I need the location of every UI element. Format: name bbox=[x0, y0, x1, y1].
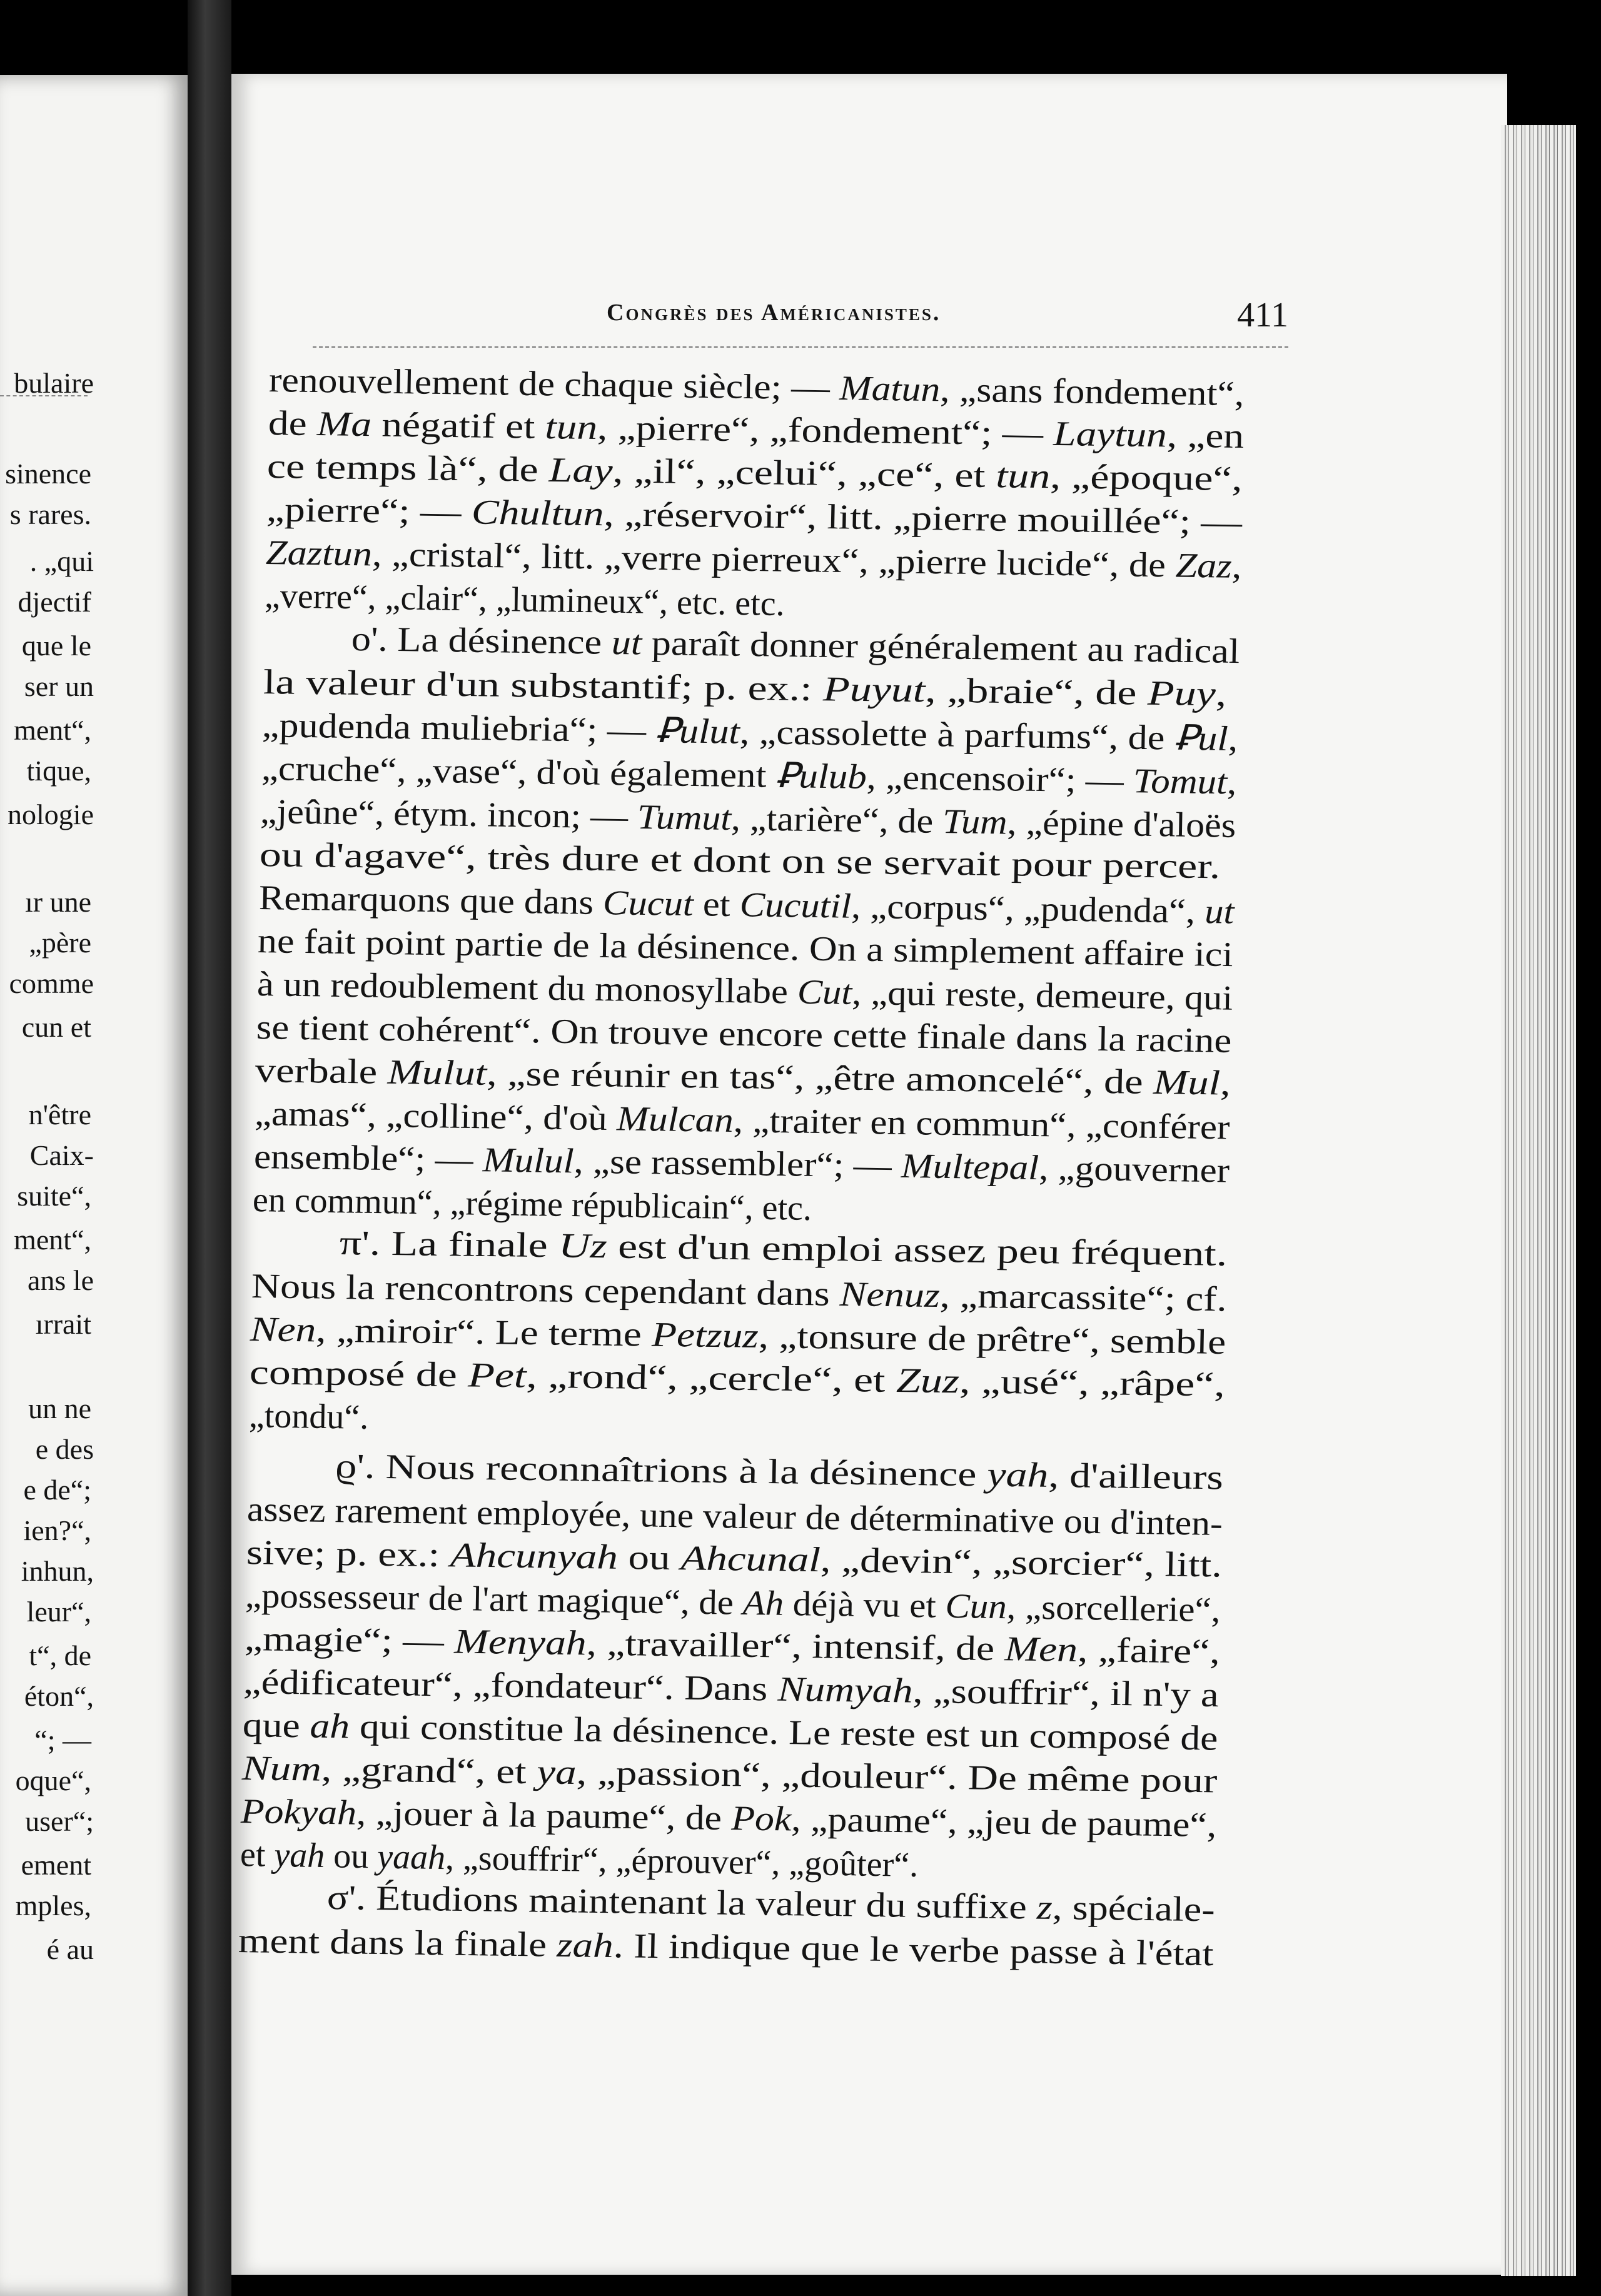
body-line: „magie“; — Menyah, „travailler“, intensif, de Men, „faire“, bbox=[244, 1619, 1221, 1671]
body-line: „pudenda muliebria“; — Ꝑulut, „cassolette à parfums“, de Ꝑul, bbox=[261, 706, 1238, 759]
body-line: Nous la rencontrons cependant dans Nenuz, „marcassite“; cf. bbox=[251, 1267, 1228, 1319]
book-gutter bbox=[188, 0, 231, 2296]
left-page-line: . „qui bbox=[29, 545, 94, 577]
body-line: composé de Pet, „rond“, „cercle“, et Zuz, „usé“, „râpe“, bbox=[249, 1353, 1226, 1404]
body-line: „verre“, „clair“, „lumineux“, etc. etc. bbox=[264, 577, 785, 624]
left-page-line: éton“, bbox=[24, 1680, 94, 1712]
left-page-line: e des bbox=[35, 1433, 94, 1465]
left-page-line: é au bbox=[46, 1933, 94, 1965]
header-rule bbox=[313, 346, 1288, 348]
left-page-line: ır une bbox=[24, 886, 91, 918]
left-page-line: un ne bbox=[28, 1392, 91, 1424]
body-line: ou d'agave“, très dure et dont on se servait pour percer. bbox=[259, 835, 1221, 887]
body-line: „pierre“; — Chultun, „réservoir“, litt. „pierre mouillée“; — bbox=[266, 490, 1243, 542]
left-page-fragment bbox=[0, 75, 188, 2296]
left-page-line: ans le bbox=[27, 1264, 94, 1296]
left-page-line: inhun, bbox=[21, 1555, 94, 1587]
body-line: à un redoublement du monosyllabe Cut, „qui reste, demeure, qui bbox=[256, 965, 1233, 1018]
left-page-line: suite“, bbox=[17, 1180, 91, 1212]
body-line: σ'. Étudions maintenant la valeur du suffixe z, spéciale- bbox=[326, 1878, 1216, 1930]
body-line: ce temps là“, de Lay, „il“, „celui“, „ce“, et tun, „époque“, bbox=[266, 447, 1243, 499]
left-page-line: nologie bbox=[8, 798, 94, 830]
body-line: se tient cohérent“. On trouve encore cette finale dans la racine bbox=[256, 1008, 1232, 1060]
left-page-line: que le bbox=[21, 630, 91, 662]
body-line: „cruche“, „vase“, d'où également Ꝑulub, „encensoir“; — Tomut, bbox=[261, 749, 1237, 802]
body-line: de Ma négatif et tun, „pierre“, „fondement“; — Laytun, „en bbox=[268, 404, 1245, 456]
left-page-line: mples, bbox=[15, 1890, 91, 1921]
left-page-line: „père bbox=[29, 927, 91, 959]
left-page-line: user“; bbox=[25, 1805, 94, 1837]
body-line: Pokyah, „jouer à la paume“, de Pok, „paume“, „jeu de paume“, bbox=[240, 1792, 1217, 1845]
body-line: Num, „grand“, et ya, „passion“, „douleur“. De même pour bbox=[241, 1749, 1218, 1801]
left-page-line: Caix- bbox=[29, 1139, 94, 1171]
body-line: „tondu“. bbox=[248, 1396, 369, 1438]
body-line: „jeûne“, étym. incon; — Tumut, „tarière“, de Tum, „épine d'aloës bbox=[260, 792, 1236, 845]
left-page-line: t“, de bbox=[29, 1639, 91, 1671]
left-page-line: oque“, bbox=[15, 1765, 91, 1796]
running-header bbox=[313, 293, 1288, 343]
body-line: ne fait point partie de la désinence. On a simplement affaire ici bbox=[257, 922, 1234, 975]
left-page-line: cun et bbox=[21, 1011, 91, 1043]
left-page-line: djectif bbox=[18, 586, 91, 618]
left-page-line: ser un bbox=[24, 670, 94, 702]
left-page-line: ment“, bbox=[14, 1224, 91, 1256]
header-title: Congrès des Américanistes. bbox=[607, 300, 941, 326]
body-line: ment dans la finale zah. Il indique que le verbe passe à l'état bbox=[238, 1921, 1215, 1974]
left-page-line: ırrait bbox=[35, 1308, 91, 1340]
body-line: „amas“, „colline“, d'où Mulcan, „traiter en commun“, „conférer bbox=[254, 1094, 1230, 1147]
left-page-line: sinence bbox=[5, 458, 91, 490]
left-page-line: tique, bbox=[26, 755, 91, 787]
body-line: ϱ'. Nous reconnaîtrions à la désinence yah, d'ailleurs bbox=[335, 1447, 1224, 1498]
body-line: Zaztun, „cristal“, litt. „verre pierreux“, „pierre lucide“, de Zaz, bbox=[265, 533, 1242, 586]
body-line: ensemble“; — Mulul, „se rassembler“; — Multepal, „gouverner bbox=[253, 1137, 1230, 1191]
body-line: „possesseur de l'art magique“, de Ah déjà vu et Cun, „sorcellerie“, bbox=[245, 1576, 1221, 1630]
left-page-line: comme bbox=[9, 967, 94, 999]
left-page-line: ien?“, bbox=[23, 1514, 91, 1546]
body-line: Nen, „miroir“. Le terme Petzuz, „tonsure de prêtre“, semble bbox=[250, 1310, 1226, 1362]
body-line: verbale Mulut, „se réunir en tas“, „être amoncelé“, de Mul, bbox=[255, 1051, 1231, 1103]
page-number: 411 bbox=[1237, 296, 1288, 335]
page-edges bbox=[1501, 125, 1576, 2276]
body-line: la valeur d'un substantif; p. ex.: Puyut, „braie“, de Puy, bbox=[263, 663, 1227, 714]
body-line: Remarquons que dans Cucut et Cucutil, „corpus“, „pudenda“, ut bbox=[258, 879, 1235, 932]
left-page-line: ment“, bbox=[14, 714, 91, 746]
body-line: que ah qui constitue la désinence. Le reste est un composé de bbox=[242, 1706, 1218, 1758]
body-line: ο'. La désinence ut paraît donner généralement au radical bbox=[351, 620, 1240, 672]
left-page-line: “; — bbox=[34, 1724, 91, 1756]
body-line: renouvellement de chaque siècle; — Matun, „sans fondement“, bbox=[268, 361, 1245, 414]
body-line: sive; p. ex.: Ahcunyah ou Ahcunal, „devin“, „sorcier“, litt. bbox=[246, 1533, 1223, 1585]
left-page-line: bulaire bbox=[14, 367, 94, 399]
body-line: π'. La finale Uz est d'un emploi assez peu fréquent. bbox=[339, 1224, 1228, 1274]
body-line: assez rarement employée, une valeur de déterminative ou d'inten- bbox=[246, 1490, 1223, 1544]
left-page-line: leur“, bbox=[26, 1596, 91, 1628]
body-line: en commun“, „régime républicain“, etc. bbox=[252, 1181, 812, 1229]
left-page-line: e de“; bbox=[23, 1474, 91, 1506]
body-line: et yah ou yaah, „souffrir“, „éprouver“, „goûter“. bbox=[240, 1835, 919, 1885]
left-page-line: s rares. bbox=[9, 498, 91, 530]
body-line: „édificateur“, „fondateur“. Dans Numyah, „souffrir“, il n'y a bbox=[243, 1663, 1220, 1715]
left-page-line: ement bbox=[21, 1849, 91, 1881]
left-page-line: n'être bbox=[28, 1099, 91, 1130]
